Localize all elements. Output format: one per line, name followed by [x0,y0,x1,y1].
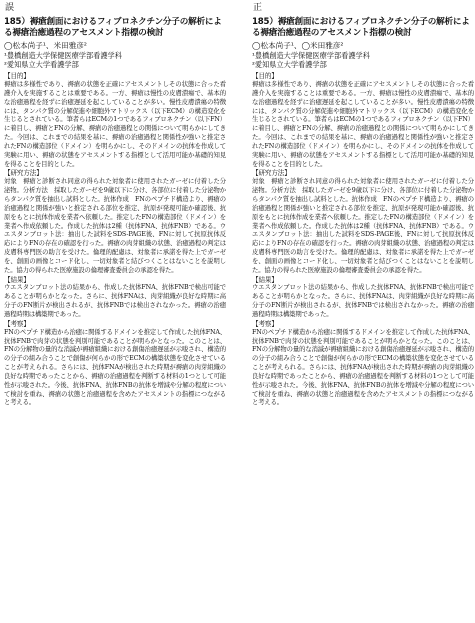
section-text-results: ウエスタンブロット法の結果から、作成した抗体FNA、抗体FNBで検出可能であることが明らかとなった。さらに、抗体FNAは、肉芽組織が良好な時期に高分子のFN断片が検出されるが、抗体FNBでは検出されなかった。褥瘡の治癒過程時期は構築期であった。 [252,284,474,318]
section-text-discussion: FNのペプチド構造から治癒に関係するドメインを推定して作成した抗体FNA、抗体FNBで肉芽の状態を判別可能であることが明らかとなった。このことは、FNの分解物の量的な消滅が褥瘡組織における創傷治癒遅延が示唆され、構造的の分子の組み合うことで創傷が何らかの形でECMの構築状態を変化させていることが考えられる。さらには、抗体FNAが検出された時期が褥瘡の肉芽組織の良好な時期であったことから、褥瘡の治癒過程を判断する材料の1つとして可能性が示唆された。今後、抗体FNA、抗体FNBの抗体を増減や分解の程度について検討を重ね、褥瘡の状態と治癒過程を含めたアセスメントの指標につながると考える。 [4,328,226,407]
abstract-authors: ◯松本尚子¹、米田雅彦² [4,41,87,51]
section-heading-method: 【研究方法】 [252,169,291,178]
section-text-purpose: 褥瘡は多様性であり、褥瘡の状態を正確にアセスメントしその状態に合った看護介入を実施することは重要である。一方、褥瘡は慢性の皮膚潰瘍で、基本的な治癒過程を経ずに治癒遅延を起こしていることが多い。慢性皮膚潰瘍の特徴には、タンパク質の分解促進や細胞外マトリックス（以下ECM）の構造変化を生じるとされている。筆者らはECMの1つであるフィブロネクチン（以下FN）に着目し、褥瘡とFNの分解、褥瘡の治癒過程との関係について明らかにしてきた。今回は、これまでの結果を基に、褥瘡の治癒過程と関係性が強いと推定されたFNの構造部位（ドメイン）を明らかにし、そのドメインの抗体を作成して実験に用い、褥瘡の状態をアセスメントする指標として活用可能か基礎的知見を得ることを目的とした。 [252,81,474,168]
section-text-method: 対象 褥瘡と診断され同意の得られた対象者に使用されたガーゼに付着した分泌物。分析方法 採取したガーゼを9歳以下に分け、各部位に付着した分泌物からタンパク質を抽出し試料とした。抗体作成 FNのペプチド構造より、褥瘡の治癒過程と関係が強いと推定される部位を推定、抗原が発現可能か確認後、抗原をもとに抗体作成を業者へ依頼した。推定したFNの構造部位（ドメイン）を業者へ作成依頼した。作成した抗体は2種（抗体FNA、抗体FNB）である。ウエスタンブロット法：抽出した試料をSDS-PAGE後、FNに対して抗原抗体反応によりFNの存在の確認を行った。褥瘡の肉芽組織の状態、治癒過程の判定は皮膚科専門医の助言を受けた。倫理的配慮は、対象者に承諾を得た上でガーゼを、創面の画像とコード化し、一切対象者と結びつくことはないことを説明した。協力の得られた医療施設の倫理審査委員会の承認を得た。 [252,178,474,274]
column-marker: 正 [253,3,263,13]
affiliation-2: ²愛知県立大学看護学部 [252,59,327,69]
column-marker: 誤 [5,3,15,13]
section-heading-discussion: 【考察】 [4,319,30,328]
section-text-method: 対象 褥瘡と診断され同意の得られた対象者に使用されたガーゼに付着した分泌物。分析方法 採取したガーゼを9歳以下に分け、各部位に付着した分泌物からタンパク質を抽出し試料とした。抗体作成 FNのペプチド構造より、褥瘡の治癒過程と関係が強いと推定される部位を推定、抗原が発現可能か確認後、抗原をもとに抗体作成を業者へ依頼した。推定したFNの構造部位（ドメイン）を業者へ作成依頼した。作成した抗体は2種（抗体FNA、抗体FNB）である。ウエスタンブロット法：抽出した試料をSDS-PAGE後、FNに対して抗原抗体反応によりFNの存在の確認を行った。褥瘡の肉芽組織の状態、治癒過程の判定は皮膚科専門医の助言を受けた。倫理的配慮は、対象者に承諾を得た上でガーゼを、創面の画像とコード化し、一切対象者と結びつくことはないことを説明した。協力の得られた医療施設の倫理審査委員会の承認を得た。 [4,178,226,274]
section-heading-purpose: 【目的】 [252,72,278,81]
section-heading-discussion: 【考察】 [252,319,278,328]
abstract-authors: ◯松本尚子¹、◯米田雅彦² [252,41,344,51]
column-incorrect [4,3,226,408]
section-heading-method: 【研究方法】 [4,169,43,178]
section-heading-purpose: 【目的】 [4,72,30,81]
section-text-purpose: 褥瘡は多様性であり、褥瘡の状態を正確にアセスメントしその状態に合った看護介入を実施することは重要である。一方、褥瘡は慢性の皮膚潰瘍で、基本的な治癒過程を経ずに治癒遅延を起こしていることが多い。慢性皮膚潰瘍の特徴には、タンパク質の分解促進や細胞外マトリックス（以下ECM）の構造変化を生じるとされている。筆者らはECMの1つであるフィブロネクチン（以下FN）に着目し、褥瘡とFNの分解、褥瘡の治癒過程との関係について明らかにしてきた。今回は、これまでの結果を基に、褥瘡の治癒過程と関係性が強いと推定されたFNの構造部位（ドメイン）を明らかにし、そのドメインの抗体を作成して実験に用い、褥瘡の状態をアセスメントする指標として活用可能か基礎的知見を得ることを目的とした。 [4,81,226,168]
abstract-title: 185）褥瘡創面におけるフィブロネクチン分子の解析による褥瘡治癒過程のアセスメント指標の検討 [252,17,470,38]
section-text-discussion: FNのペプチド構造から治癒に関係するドメインを推定して作成した抗体FNA、抗体FNBで肉芽の状態を判別可能であることが明らかとなった。このことは、FNの分解物の量的な消滅が褥瘡組織における創傷治癒遅延が示唆され、構造的の分子の組み合うことで創傷が何らかの形でECMの構築状態を変化させていることが考えられる。さらには、抗体FNAが検出された時期が褥瘡の肉芽組織の良好な時期であったことから、褥瘡の治癒過程を判断する材料の1つとして可能性が示唆された。今後、抗体FNA、抗体FNBの抗体を増減や分解の程度について検討を重ね、褥瘡の状態と治癒過程を含めたアセスメントの指標につながると考える。 [252,328,474,407]
column-correct [252,3,474,408]
abstract-body [4,72,226,408]
abstract-title: 185）褥瘡創面におけるフィブロネクチン分子の解析による褥瘡治癒過程のアセスメント指標の検討 [4,17,222,38]
section-heading-results: 【結果】 [252,275,278,284]
section-text-results: ウエスタンブロット法の結果から、作成した抗体FNA、抗体FNBで検出可能であることが明らかとなった。さらに、抗体FNAは、肉芽組織が良好な時期に高分子のFN断片が検出されるが、抗体FNBでは検出されなかった。褥瘡の治癒過程時期は構築期であった。 [4,284,226,318]
affiliation-1: ¹豊橋創造大学保健医療学部看護学科 [252,50,370,60]
section-heading-results: 【結果】 [4,275,30,284]
abstract-body [252,72,474,408]
affiliation-2: ²愛知県立大学看護学部 [4,59,79,69]
affiliation-1: ¹豊橋創造大学保健医療学部看護学科 [4,50,122,60]
